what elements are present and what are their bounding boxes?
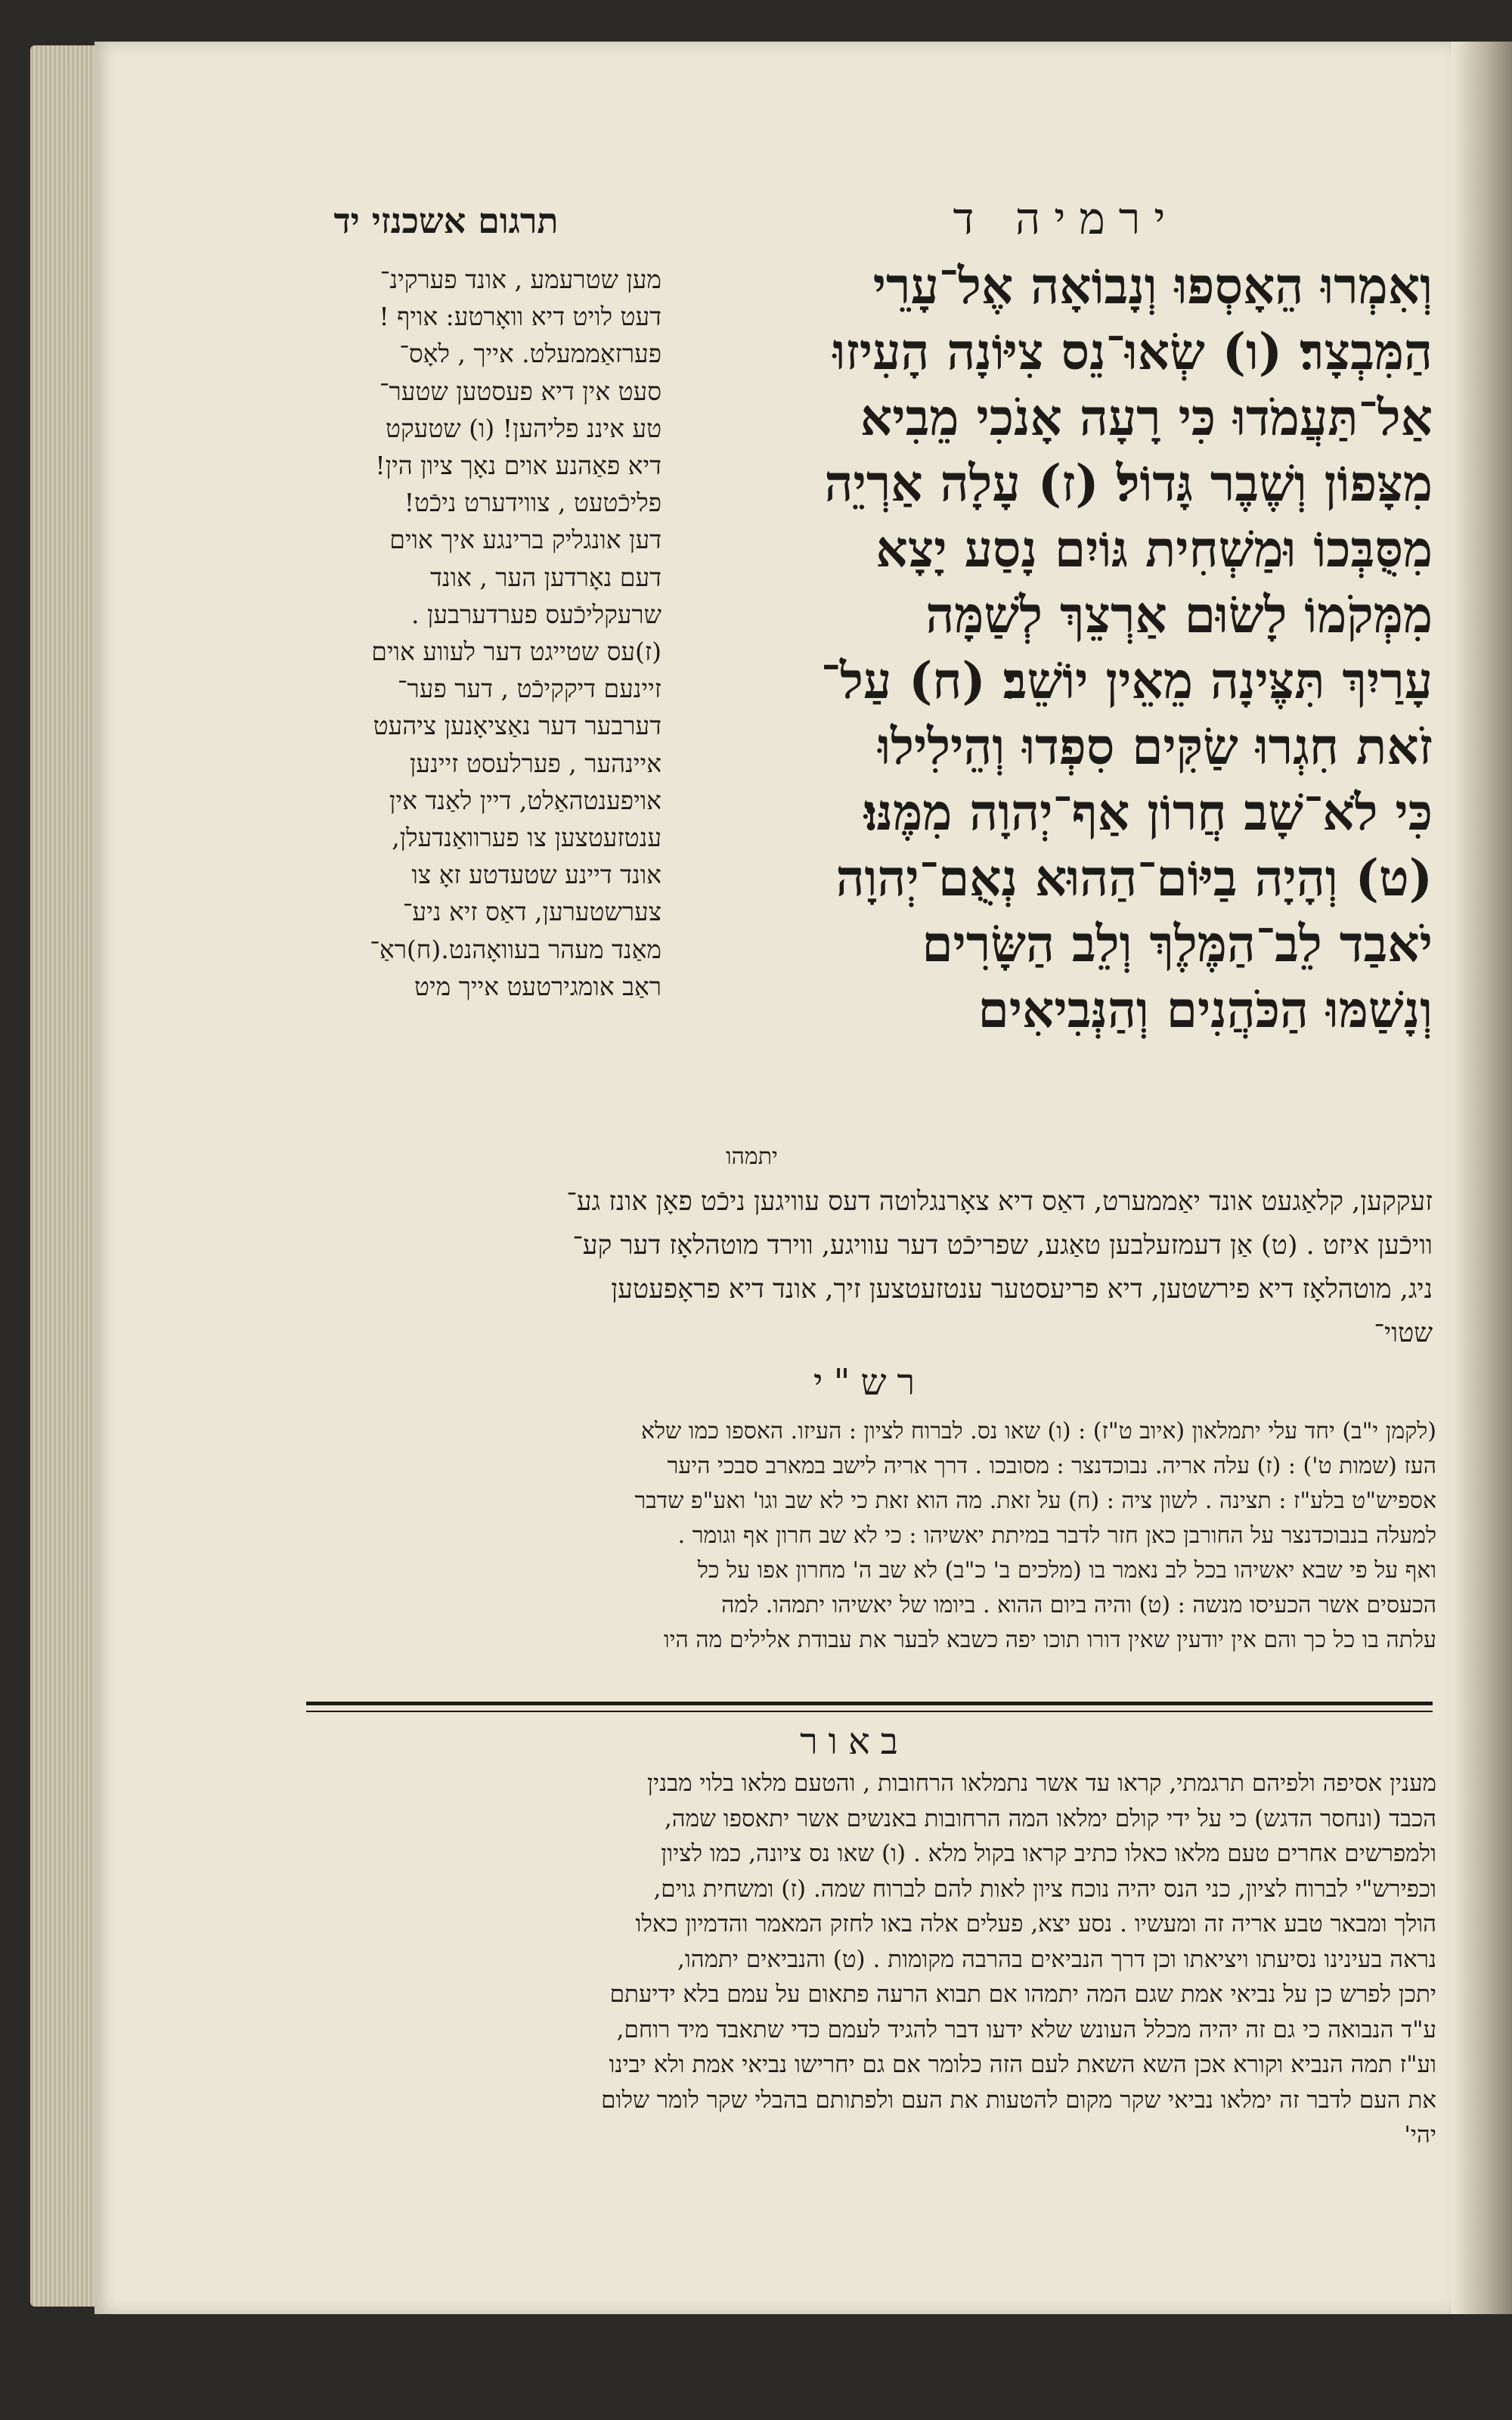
translation-line: טע איננ פליהען! (ו) שטעקט [386,413,662,443]
translation-column [291,261,662,1161]
rashi-line: העז (שמות ט') : (ז) עלה אריה. נבוכדנצר : מסובכו . דרך אריה לישב במארב סבכי היער [667,1453,1436,1479]
translation-line: אויפענטהאַלט, דיין לאַנד אין [389,785,662,815]
rashi-line: הכעסים אשר הכעיסו מנשה : (ט) והיה ביום ההוא . ביומו של יאשיהו יתמהו. למה [721,1592,1436,1618]
translation-line: דעם נאָרדען הער , אונד [429,562,662,592]
translation-line: איינהער , פערלעסט זיינען [410,748,662,778]
translation-line: מאַנד מעהר בעוואָהנט.(ח)ראַ־ [370,934,662,964]
scripture-line: מִמְּקֹמוֹ לָשׂוּם אַרְצֵךְ לְשַׁמָּה [925,585,1433,644]
biur-line: הולך ומבאר טבע אריה זה ומעשיו . נסע יצא, פעלים אלה באו לחזק המאמר והדמיון כאלו [635,1910,1436,1938]
section-divider-thin [306,1711,1433,1712]
rashi-line: ואף על פי שבא יאשיהו בכל לב נאמר בו (מלכים ב' כ"ב) לא שב ה' מחרון אפו על כל [697,1557,1436,1584]
translation-line: זיינעם דיקקיכֿט , דער פער־ [397,674,662,704]
translation-line: ענטזעטצען צו פערוואַנדעלן, [392,823,662,853]
translation-line: (ז)עס שטייגט דער לעווע אוים [371,637,662,667]
continuation-line: שטוי־ [1374,1318,1433,1348]
biur-line: יהי' [1404,2121,1436,2149]
scripture-line: הַמִּבְצָר׃ (ו) שְׂאוּ־נֵס צִיּוֹנָה הָעִיזוּ [832,322,1433,381]
translation-line: דעט לויט דיא וואָרטע: אויף ! [379,302,662,332]
biur-line: וכפירש"י לברוח לציון, כני הנס יהיה נוכח ציון לאות להם לברוח שמה. (ז) ומשחית גוים, [653,1875,1436,1903]
scripture-line: מִסֻּבְּכוֹ וּמַשְׁחִית גּוֹיִם נָסַע יָצָא [875,520,1433,579]
scripture-line: וְנָשַׁמּוּ הַכֹּהֲנִים וְהַנְּבִיאִים [978,980,1433,1039]
rashi-line: אספיש"ט בלע"ז : תצינה . לשון ציה : (ח) על זאת. מה הוא זאת כי לא שב וגו' ואע"פ שדבר [634,1488,1436,1514]
biur-line: יתכן לפרש כן על נביאי אמת שגם המה יתמהו אם תבוא הרעה פתאום על עמם בלא ידיעתם [609,1981,1436,2008]
scripture-line: וְאִמְרוּ הֵאָסְפוּ וְנָבוֹאָה אֶל־עָרֵי [872,256,1433,315]
section-divider-thick [306,1702,1433,1705]
biur-line: נראה בעינינו נסיעתו ויציאתו וכן דרך הנביאים בהרבה מקומות . (ט) והנביאים יתמהו, [677,1945,1436,1973]
scripture-column [707,253,1433,1161]
scripture-line: זֹאת חִגְרוּ שַׂקִּים סִפְדוּ וְהֵילִילוּ [878,717,1433,776]
rashi-line: למעלה בנבוכדנצר על החורבן כאן חזר לדבר במיתת יאשיהו : כי לא שב חרון אף וגומר . [677,1522,1436,1549]
scripture-line: עָרַיִךְ תִּצֶּינָה מֵאֵין יוֹשֵׁב׃ (ח) עַל־ [820,651,1433,710]
translation-line: ראַב אומגירטעט אייך מיט [414,971,662,1001]
scripture-line: אַל־תַּעֲמֹדוּ כִּי רָעָה אָנֹכִי מֵבִיא [860,388,1433,447]
translation-line: צערשטערען, דאַס זיא ניע־ [402,897,662,927]
running-header-translation: תרגום אשכנזי יד [333,200,559,241]
rashi-line: (לקמן י"ב) יחד עלי יתמלאון (איוב ט"ז) : (ו) שאו נס. לברוח לציון : העיזו. האספו כמו שלא [640,1418,1436,1444]
biur-heading: באור [800,1720,909,1763]
translation-line: סעט אין דיא פעסטען שטער־ [379,376,662,406]
scripture-line: יֹאבַד לֵב־הַמֶּלֶךְ וְלֵב הַשָּׂרִים [922,914,1433,973]
continuation-line: זעקקען, קלאַגעט אונד יאַממערט, דאַס דיא צאָרנגלוטה דעס עוויגען ניכֿט פאָן אונז גע־ [566,1187,1433,1217]
continuation-line: וויכֿען איזט . (ט) אַן דעמזעלבען טאַגע, שפריכֿט דער עוויגע, ווירד מוטהלאָז דער קע־ [572,1230,1433,1261]
continuation-line: ניג, מוטהלאָז דיא פירשטען, דיא פריעסטער ענטזעטצען זיך, אונד דיא פראָפעטען [611,1274,1433,1305]
biur-line: ע"ד הנבואה כי גם זה יהיה מכלל העונש שלא ידעו דבר להגיד לעמם כדי שתאבד מיד רוחם, [616,2015,1436,2043]
biur-line: ולמפרשים אחרים טעם מלאו כאלו כתיב קראו בקול מלא . (ו) שאו נס ציונה, כמו לציון [661,1840,1436,1867]
biur-line: וע"ז תמה הנביא וקורא אכן השא השאת לעם הזה כלומר אם גם יחרישו נביאי אמת ולא יבינו [609,2051,1436,2078]
rashi-line: עלתה בו כל כך והם אין יודעין שאין דורו תוכו יפה כשבא לבער את עבודת אלילים מה היו [663,1627,1436,1653]
rashi-commentary [295,1414,1436,1694]
translation-line: פערזאַממעלט. אייך , לאָס־ [399,339,662,369]
scripture-line: כִּי לֹא־שָׁב חֲרוֹן אַף־יְהוָה מִמֶּנּוּ׃ [863,783,1433,842]
translation-line: שרעקליכֿעס פערדערבען . [411,599,662,629]
translation-line: פליכֿטעט , צווידערט ניכֿט! [404,488,662,518]
biur-line: מענין אסיפה ולפיהם תרגמתי, קראו עד אשר נתמלאו הרחובות , והטעם מלאו בלוי מבנין [647,1770,1436,1797]
biur-commentary [295,1766,1436,2257]
scripture-line: מִצָּפוֹן וְשֶׁבֶר גָּדוֹל׃ (ז) עָלָה אַרְיֵה [824,454,1433,513]
rashi-heading: רש"י [813,1361,926,1404]
catchword: יתמהו [726,1143,778,1170]
translation-line: דיא פאַהנע אוים נאָך ציון הין! [375,451,662,481]
translation-line: אונד דיינע שטעדטע זאָ צו [411,860,662,890]
translation-continuation [291,1180,1433,1361]
biur-line: הכבד (ונחסר הדגש) כי על ידי קולם ימלאו המה הרחובות באנשים אשר יתאספו שמה, [664,1804,1436,1832]
running-header-chapter: ירמיה ד [953,193,1179,244]
translation-line: מען שטרעמע , אונד פערקינ־ [380,265,662,294]
scripture-line: (ט) וְהָיָה בַיּוֹם־הַהוּא נְאֻם־יְהוָה [835,849,1433,908]
biur-line: את העם לדבר זה ימלאו נביאי שקר מקום להטעות את העם ולפתותם בהבלי שקר לומר שלום [601,2086,1436,2114]
translation-line: דערבער דער נאַציאָנען ציהעט [373,711,662,741]
translation-line: דען אונגליק ברינגע איך אוים [389,525,662,555]
book-gutter [1452,42,1512,2314]
